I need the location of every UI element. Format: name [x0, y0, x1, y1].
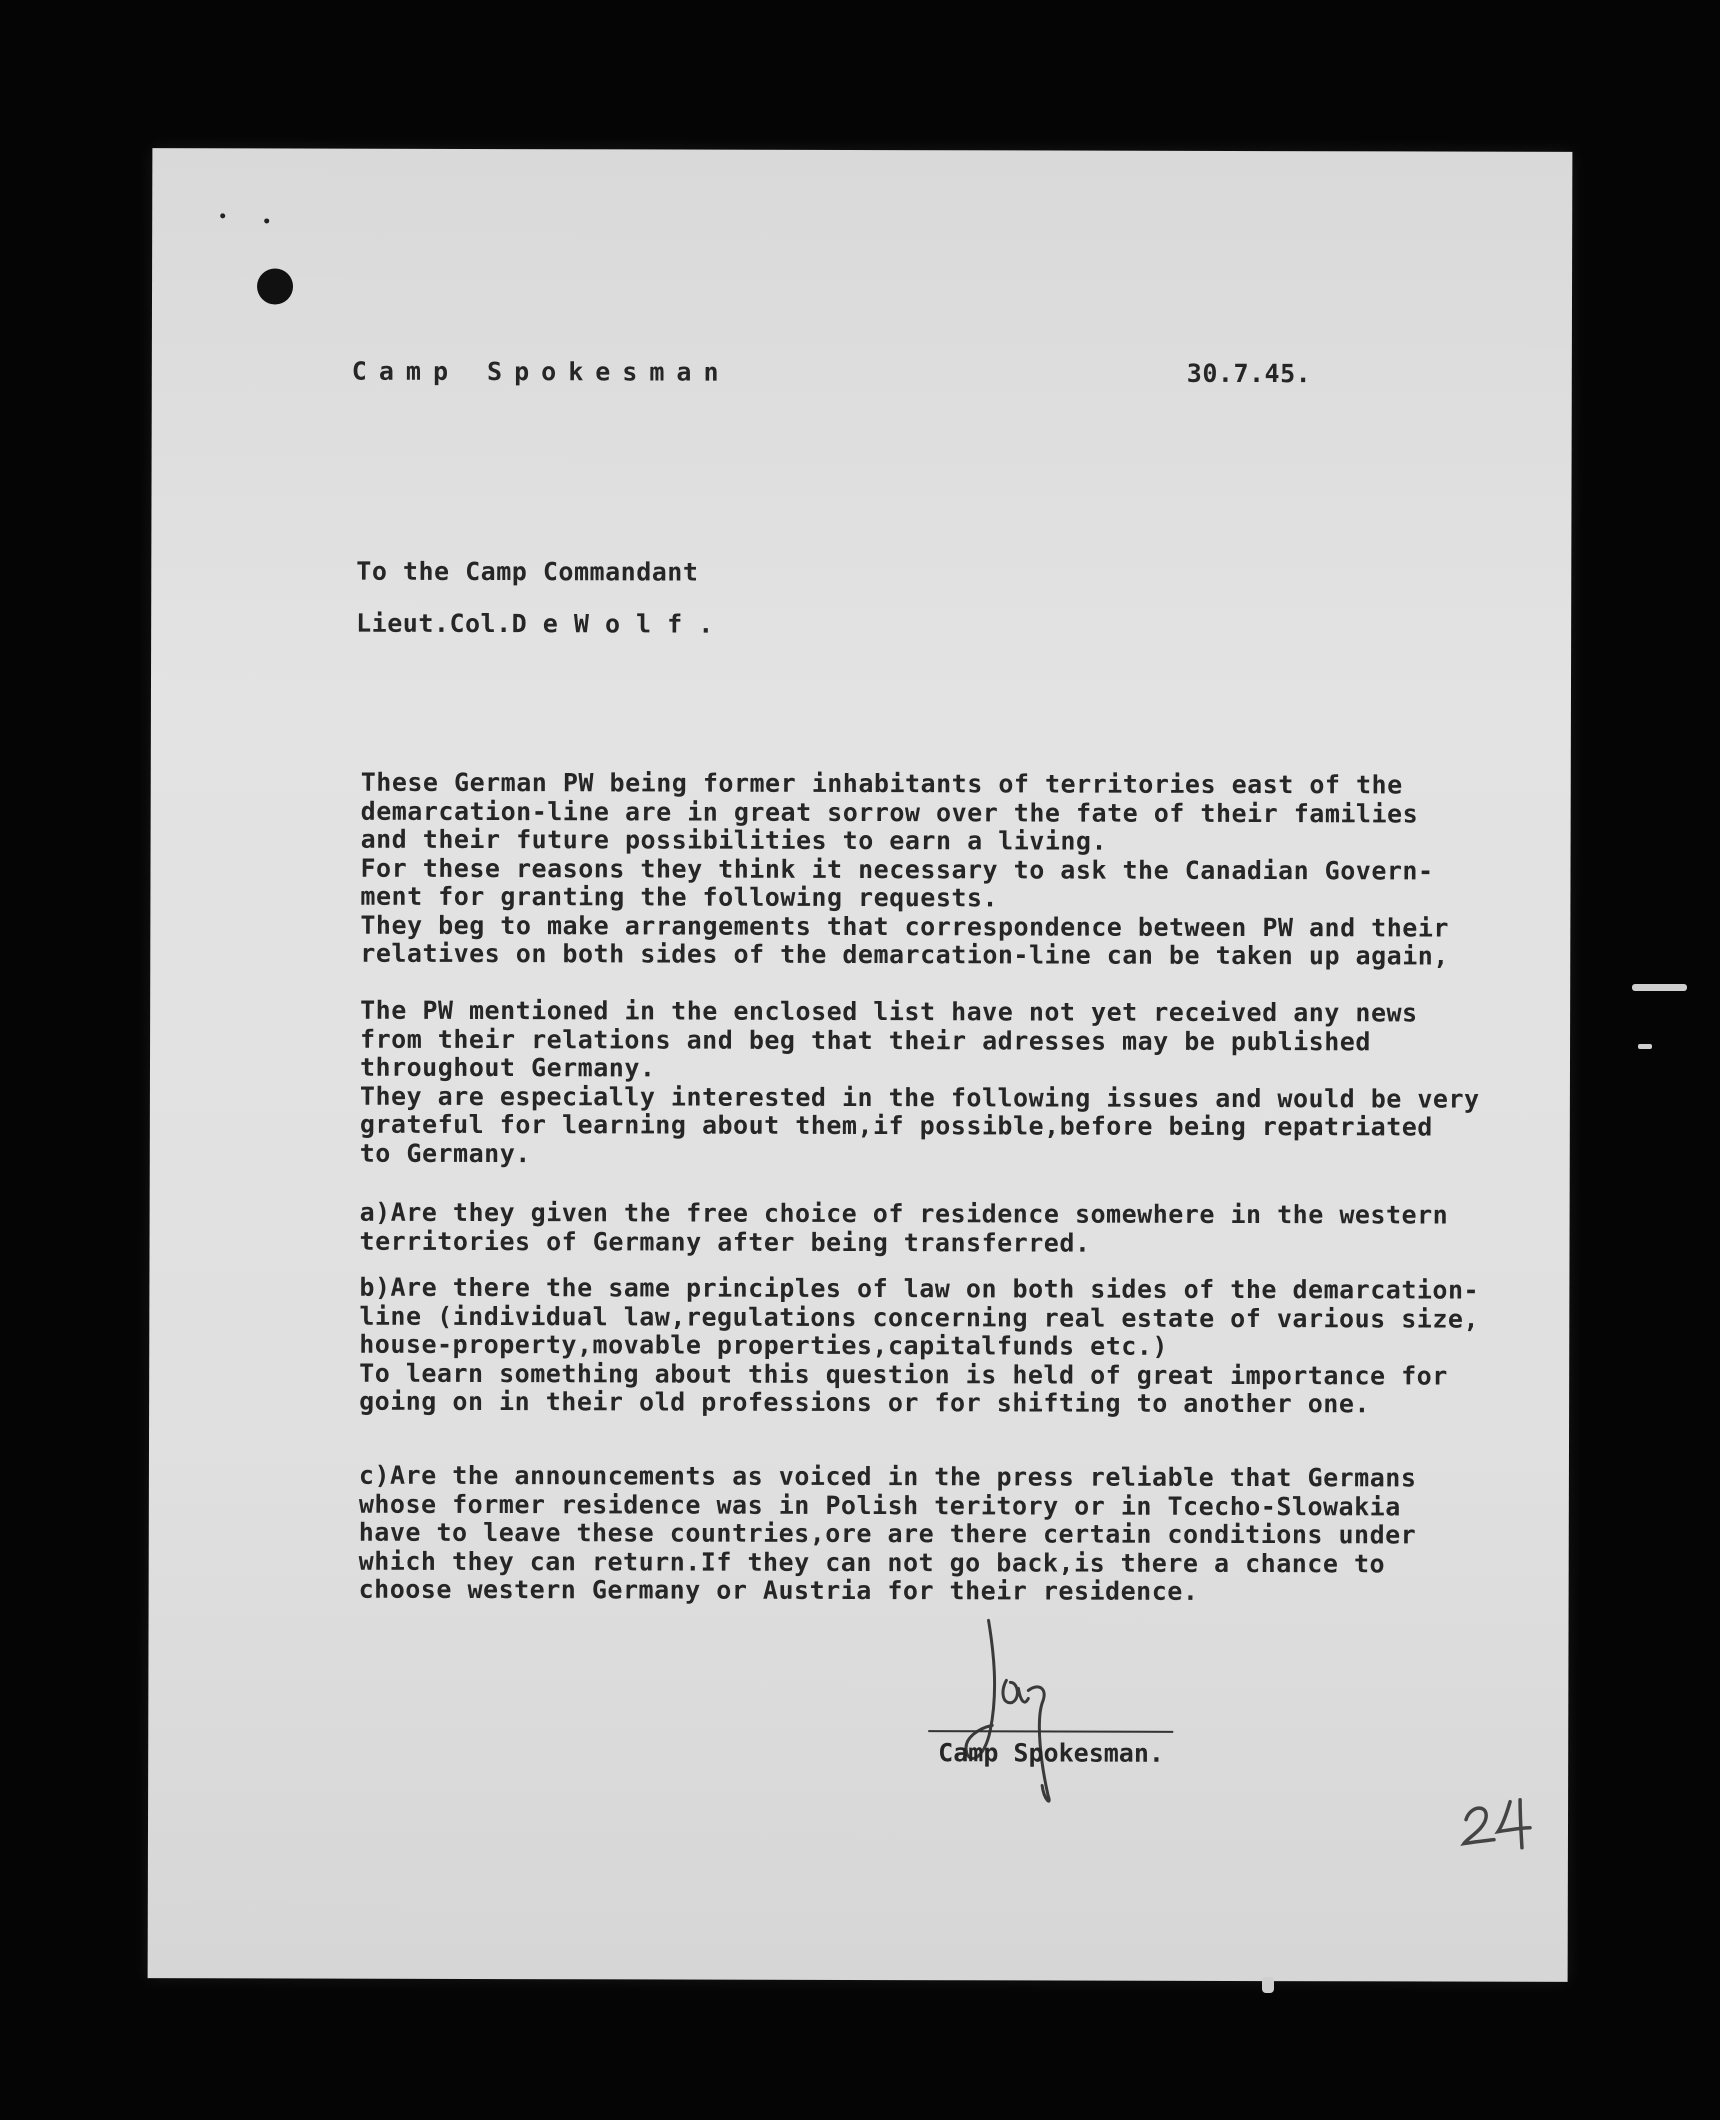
ink-speck: [264, 218, 269, 223]
letter-date: 30.7.45.: [1186, 358, 1312, 389]
signature-block: [928, 1610, 1189, 1811]
sender-heading: Camp Spokesman: [351, 356, 731, 387]
handwritten-page-number: [1458, 1792, 1548, 1852]
body-paragraph-1: These German PW being former inhabitants of territories east of the demarcation-line are in great sorrow over the fate of their families and their future possibilities to earn a living. For these reasons they think it necessary to ask the Canadian Govern- ment for granting the following requests. They beg to make arrangements that correspondence between PW and their relatives on both sides of the demarcation-line can be taken up again,: [360, 767, 1449, 971]
handwritten-signature: [948, 1610, 1089, 1810]
recipient-line: To the Camp Commandant: [356, 556, 699, 587]
scan-artifact: [1638, 1044, 1652, 1049]
recipient-name: Lieut.Col.D e W o l f .: [356, 608, 714, 639]
scan-artifact: [1632, 984, 1687, 991]
question-b: b)Are there the same principles of law on both sides of the demarcation- line (individual law,regulations concerning real estate of various size, house-property,movable properties,capitalfunds etc.) To learn something about this question is held of great importance for going on in their old professions or for shifting to another one.: [359, 1272, 1480, 1419]
scan-artifact: [1262, 1977, 1274, 1993]
signature-label: Camp Spokesman.: [938, 1738, 1165, 1768]
letter-page: [148, 148, 1573, 1982]
punch-hole: [257, 268, 293, 304]
body-paragraph-2: The PW mentioned in the enclosed list have not yet received any news from their relations and beg that their adresses may be published throughout Germany. They are especially interested in the following issues and would be very grateful for learning about them,if possible,before being repatriated to Germany.: [359, 995, 1480, 1168]
ink-speck: [220, 213, 225, 218]
question-c: c)Are the announcements as voiced in the press reliable that Germans whose former residence was in Polish teritory or in Tcecho-Slowakia have to leave these countries,ore are there certain conditions under which they can return.If they can not go back,is there a chance to choose western Germany or Austria for their residence.: [358, 1460, 1417, 1606]
question-a: a)Are they given the free choice of residence somewhere in the western territories of Germany after being transferred.: [359, 1197, 1449, 1258]
